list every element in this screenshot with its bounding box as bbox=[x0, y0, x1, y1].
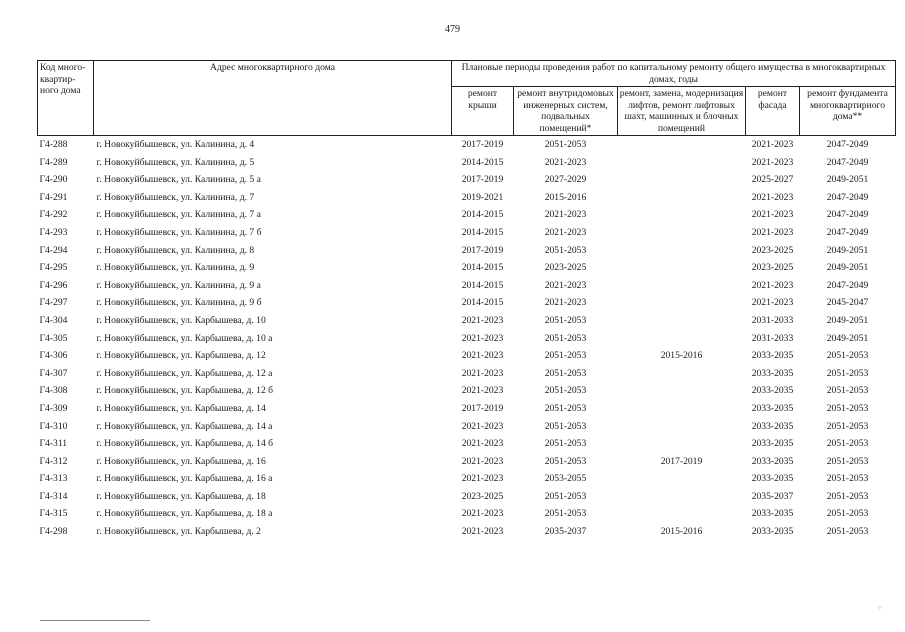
cell-address: г. Новокуйбышевск, ул. Калинина, д. 5 bbox=[96, 156, 255, 168]
cell-facade: 2033-2035 bbox=[751, 367, 794, 379]
cell-roof: 2014-2015 bbox=[461, 226, 504, 238]
cell-elevators bbox=[618, 154, 746, 172]
cell-elevators bbox=[618, 435, 746, 453]
cell-code: Г4-311 bbox=[39, 438, 68, 450]
cell-elevators bbox=[618, 418, 746, 436]
cell-engineering: 2051-2053 bbox=[544, 350, 587, 362]
header-address: Адрес многоквартирного дома bbox=[94, 61, 452, 136]
cell-code: Г4-297 bbox=[39, 297, 68, 309]
cell-code: Г4-296 bbox=[39, 279, 68, 291]
cell-elevators bbox=[618, 294, 746, 312]
cell-engineering: 2051-2053 bbox=[544, 367, 587, 379]
table-row bbox=[38, 505, 896, 523]
cell-foundation: 2051-2053 bbox=[826, 508, 869, 520]
cell-foundation: 2045-2047 bbox=[826, 297, 869, 309]
cell-engineering: 2023-2025 bbox=[544, 262, 587, 274]
cell-elevators bbox=[618, 382, 746, 400]
cell-roof: 2021-2023 bbox=[461, 385, 504, 397]
cell-address: г. Новокуйбышевск, ул. Калинина, д. 4 bbox=[96, 139, 255, 150]
cell-address: г. Новокуйбышевск, ул. Карбышева, д. 16 bbox=[96, 455, 266, 467]
cell-engineering: 2051-2053 bbox=[544, 438, 587, 450]
header-facade: ремонт фасада bbox=[746, 87, 800, 136]
cell-roof: 2014-2015 bbox=[461, 262, 504, 274]
cell-elevators bbox=[618, 259, 746, 277]
cell-foundation: 2049-2051 bbox=[826, 174, 869, 186]
header-roof: ремонт крыши bbox=[452, 87, 514, 136]
cell-engineering: 2051-2053 bbox=[544, 490, 587, 502]
cell-code: Г4-307 bbox=[39, 367, 68, 379]
cell-code: Г4-298 bbox=[39, 526, 68, 538]
cell-elevators bbox=[618, 330, 746, 348]
cell-engineering: 2053-2055 bbox=[544, 473, 587, 485]
cell-elevators bbox=[618, 470, 746, 488]
cell-code: Г4-308 bbox=[39, 385, 68, 397]
page-number: 479 bbox=[445, 24, 460, 35]
cell-facade: 2021-2023 bbox=[751, 139, 794, 150]
cell-code: Г4-314 bbox=[39, 490, 68, 502]
table-row bbox=[38, 154, 896, 172]
cell-code: Г4-294 bbox=[39, 244, 68, 256]
table-row bbox=[38, 136, 896, 154]
cell-roof: 2021-2023 bbox=[461, 473, 504, 485]
cell-facade: 2021-2023 bbox=[751, 226, 794, 238]
cell-engineering: 2051-2053 bbox=[544, 420, 587, 432]
cell-engineering: 2015-2016 bbox=[544, 191, 587, 203]
cell-elevators bbox=[618, 224, 746, 242]
cell-code: Г4-291 bbox=[39, 191, 68, 203]
cell-code: Г4-309 bbox=[39, 402, 68, 414]
cell-roof: 2017-2019 bbox=[461, 139, 504, 150]
cell-facade: 2023-2025 bbox=[751, 244, 794, 256]
cell-address: г. Новокуйбышевск, ул. Карбышева, д. 2 bbox=[96, 526, 261, 538]
cell-facade: 2031-2033 bbox=[751, 314, 794, 326]
cell-facade: 2031-2033 bbox=[751, 332, 794, 344]
cell-elevators bbox=[618, 189, 746, 207]
cell-roof: 2021-2023 bbox=[461, 455, 504, 467]
table-row bbox=[38, 330, 896, 348]
cell-elevators bbox=[618, 206, 746, 224]
table-row bbox=[38, 171, 896, 189]
cell-engineering: 2021-2023 bbox=[544, 156, 587, 168]
table-row bbox=[38, 189, 896, 207]
table-row bbox=[38, 488, 896, 506]
cell-foundation: 2049-2051 bbox=[826, 244, 869, 256]
cell-elevators bbox=[618, 242, 746, 260]
cell-code: Г4-295 bbox=[39, 262, 68, 274]
cell-foundation: 2051-2053 bbox=[826, 420, 869, 432]
cell-address: г. Новокуйбышевск, ул. Карбышева, д. 14 bbox=[96, 402, 266, 414]
cell-code: Г4-312 bbox=[39, 455, 68, 467]
cell-address: г. Новокуйбышевск, ул. Карбышева, д. 10 а bbox=[96, 332, 273, 344]
scan-artifact: ⁘ bbox=[876, 603, 884, 613]
cell-engineering: 2051-2053 bbox=[544, 402, 587, 414]
cell-foundation: 2051-2053 bbox=[826, 455, 869, 467]
cell-foundation: 2051-2053 bbox=[826, 385, 869, 397]
cell-foundation: 2047-2049 bbox=[826, 279, 869, 291]
cell-roof: 2014-2015 bbox=[461, 279, 504, 291]
cell-facade: 2033-2035 bbox=[751, 385, 794, 397]
cell-code: Г4-289 bbox=[39, 156, 68, 168]
cell-facade: 2021-2023 bbox=[751, 209, 794, 221]
cell-roof: 2023-2025 bbox=[461, 490, 504, 502]
cell-engineering: 2051-2053 bbox=[544, 455, 587, 467]
cell-elevators: 2015-2016 bbox=[660, 350, 703, 362]
cell-address: г. Новокуйбышевск, ул. Калинина, д. 9 а bbox=[96, 279, 261, 291]
cell-address: г. Новокуйбышевск, ул. Калинина, д. 7 bbox=[96, 191, 255, 203]
table-row bbox=[38, 277, 896, 295]
cell-facade: 2035-2037 bbox=[751, 490, 794, 502]
cell-elevators: 2015-2016 bbox=[660, 526, 703, 538]
table-row bbox=[38, 242, 896, 260]
cell-code: Г4-292 bbox=[39, 209, 68, 221]
cell-engineering: 2051-2053 bbox=[544, 244, 587, 256]
cell-roof: 2014-2015 bbox=[461, 209, 504, 221]
cell-elevators bbox=[618, 277, 746, 295]
cell-address: г. Новокуйбышевск, ул. Калинина, д. 7 а bbox=[96, 209, 261, 221]
cell-address: г. Новокуйбышевск, ул. Калинина, д. 9 bbox=[96, 262, 255, 274]
cell-facade: 2021-2023 bbox=[751, 279, 794, 291]
cell-address: г. Новокуйбышевск, ул. Карбышева, д. 12 а bbox=[96, 367, 273, 379]
cell-roof: 2021-2023 bbox=[461, 367, 504, 379]
cell-elevators bbox=[618, 136, 746, 154]
cell-roof: 2014-2015 bbox=[461, 297, 504, 309]
cell-foundation: 2047-2049 bbox=[826, 226, 869, 238]
table-row bbox=[38, 347, 896, 365]
cell-facade: 2033-2035 bbox=[751, 526, 794, 538]
table-body bbox=[38, 136, 896, 541]
cell-roof: 2021-2023 bbox=[461, 438, 504, 450]
table-row bbox=[38, 365, 896, 383]
cell-engineering: 2051-2053 bbox=[544, 508, 587, 520]
table-row bbox=[38, 470, 896, 488]
table-row bbox=[38, 294, 896, 312]
cell-engineering: 2035-2037 bbox=[544, 526, 587, 538]
cell-code: Г4-315 bbox=[39, 508, 68, 520]
cell-address: г. Новокуйбышевск, ул. Калинина, д. 5 а bbox=[96, 174, 261, 186]
cell-facade: 2025-2027 bbox=[751, 174, 794, 186]
header-elevators: ремонт, замена, модернизация лифтов, ремонт лифтовых шахт, машинных и блочных помещений bbox=[618, 87, 746, 136]
cell-elevators bbox=[618, 312, 746, 330]
table-row bbox=[38, 259, 896, 277]
cell-foundation: 2051-2053 bbox=[826, 490, 869, 502]
cell-elevators bbox=[618, 488, 746, 506]
cell-foundation: 2051-2053 bbox=[826, 526, 869, 538]
cell-roof: 2021-2023 bbox=[461, 508, 504, 520]
cell-roof: 2017-2019 bbox=[461, 402, 504, 414]
cell-elevators bbox=[618, 400, 746, 418]
cell-facade: 2033-2035 bbox=[751, 508, 794, 520]
cell-foundation: 2051-2053 bbox=[826, 402, 869, 414]
cell-facade: 2033-2035 bbox=[751, 350, 794, 362]
cell-foundation: 2051-2053 bbox=[826, 473, 869, 485]
cell-code: Г4-305 bbox=[39, 332, 68, 344]
cell-engineering: 2021-2023 bbox=[544, 209, 587, 221]
cell-engineering: 2051-2053 bbox=[544, 332, 587, 344]
cell-code: Г4-306 bbox=[39, 350, 68, 362]
cell-foundation: 2049-2051 bbox=[826, 262, 869, 274]
cell-code: Г4-313 bbox=[39, 473, 68, 485]
cell-engineering: 2021-2023 bbox=[544, 279, 587, 291]
cell-engineering: 2021-2023 bbox=[544, 226, 587, 238]
table-row bbox=[38, 224, 896, 242]
table-row bbox=[38, 400, 896, 418]
table-row bbox=[38, 435, 896, 453]
cell-roof: 2017-2019 bbox=[461, 244, 504, 256]
cell-facade: 2033-2035 bbox=[751, 473, 794, 485]
table-row bbox=[38, 206, 896, 224]
cell-code: Г4-290 bbox=[39, 174, 68, 186]
cell-foundation: 2047-2049 bbox=[826, 191, 869, 203]
cell-foundation: 2051-2053 bbox=[826, 367, 869, 379]
cell-code: Г4-304 bbox=[39, 314, 68, 326]
cell-engineering: 2051-2053 bbox=[544, 139, 587, 150]
cell-facade: 2021-2023 bbox=[751, 191, 794, 203]
table-row bbox=[38, 453, 896, 471]
cell-code: Г4-288 bbox=[39, 139, 68, 150]
header-code: Код много-квартир-ного дома bbox=[38, 61, 94, 136]
cell-elevators: 2017-2019 bbox=[660, 455, 703, 467]
cell-address: г. Новокуйбышевск, ул. Карбышева, д. 12 bbox=[96, 350, 266, 362]
cell-roof: 2017-2019 bbox=[461, 174, 504, 186]
cell-roof: 2021-2023 bbox=[461, 350, 504, 362]
table-row bbox=[38, 418, 896, 436]
cell-elevators bbox=[618, 171, 746, 189]
cell-address: г. Новокуйбышевск, ул. Карбышева, д. 14 б bbox=[96, 438, 274, 450]
cell-elevators bbox=[618, 505, 746, 523]
cell-foundation: 2047-2049 bbox=[826, 156, 869, 168]
cell-facade: 2033-2035 bbox=[751, 420, 794, 432]
cell-engineering: 2051-2053 bbox=[544, 314, 587, 326]
capital-repair-schedule-table bbox=[37, 60, 896, 541]
cell-roof: 2021-2023 bbox=[461, 420, 504, 432]
cell-roof: 2021-2023 bbox=[461, 526, 504, 538]
cell-roof: 2021-2023 bbox=[461, 314, 504, 326]
cell-facade: 2023-2025 bbox=[751, 262, 794, 274]
cell-address: г. Новокуйбышевск, ул. Карбышева, д. 18 а bbox=[96, 508, 273, 520]
table-row bbox=[38, 523, 896, 541]
cell-address: г. Новокуйбышевск, ул. Калинина, д. 9 б bbox=[96, 297, 262, 309]
cell-foundation: 2051-2053 bbox=[826, 350, 869, 362]
header-foundation: ремонт фундамента многоквартирного дома** bbox=[800, 87, 896, 136]
cell-address: г. Новокуйбышевск, ул. Карбышева, д. 12 б bbox=[96, 385, 274, 397]
cell-code: Г4-310 bbox=[39, 420, 68, 432]
cell-facade: 2033-2035 bbox=[751, 455, 794, 467]
cell-foundation: 2049-2051 bbox=[826, 314, 869, 326]
table-row bbox=[38, 312, 896, 330]
cell-roof: 2014-2015 bbox=[461, 156, 504, 168]
cell-roof: 2021-2023 bbox=[461, 332, 504, 344]
cell-address: г. Новокуйбышевск, ул. Карбышева, д. 10 bbox=[96, 314, 266, 326]
cell-code: Г4-293 bbox=[39, 226, 68, 238]
cell-facade: 2021-2023 bbox=[751, 297, 794, 309]
cell-facade: 2021-2023 bbox=[751, 156, 794, 168]
header-periods-group: Плановые периоды проведения работ по капитальному ремонту общего имущества в многоквартирных домах, годы bbox=[452, 61, 896, 87]
cell-foundation: 2049-2051 bbox=[826, 332, 869, 344]
cell-roof: 2019-2021 bbox=[461, 191, 504, 203]
cell-foundation: 2047-2049 bbox=[826, 139, 869, 150]
cell-address: г. Новокуйбышевск, ул. Карбышева, д. 16 а bbox=[96, 473, 273, 485]
footer-rule bbox=[40, 620, 150, 621]
cell-address: г. Новокуйбышевск, ул. Карбышева, д. 18 bbox=[96, 490, 266, 502]
cell-facade: 2033-2035 bbox=[751, 438, 794, 450]
cell-address: г. Новокуйбышевск, ул. Карбышева, д. 14 а bbox=[96, 420, 273, 432]
table-row bbox=[38, 382, 896, 400]
cell-engineering: 2051-2053 bbox=[544, 385, 587, 397]
cell-engineering: 2021-2023 bbox=[544, 297, 587, 309]
cell-address: г. Новокуйбышевск, ул. Калинина, д. 8 bbox=[96, 244, 255, 256]
cell-elevators bbox=[618, 365, 746, 383]
cell-address: г. Новокуйбышевск, ул. Калинина, д. 7 б bbox=[96, 226, 262, 238]
cell-foundation: 2051-2053 bbox=[826, 438, 869, 450]
cell-engineering: 2027-2029 bbox=[544, 174, 587, 186]
table-header bbox=[38, 61, 896, 136]
cell-facade: 2033-2035 bbox=[751, 402, 794, 414]
header-engineering: ремонт внутридомовых инженерных систем, подвальных помещений* bbox=[514, 87, 618, 136]
cell-foundation: 2047-2049 bbox=[826, 209, 869, 221]
